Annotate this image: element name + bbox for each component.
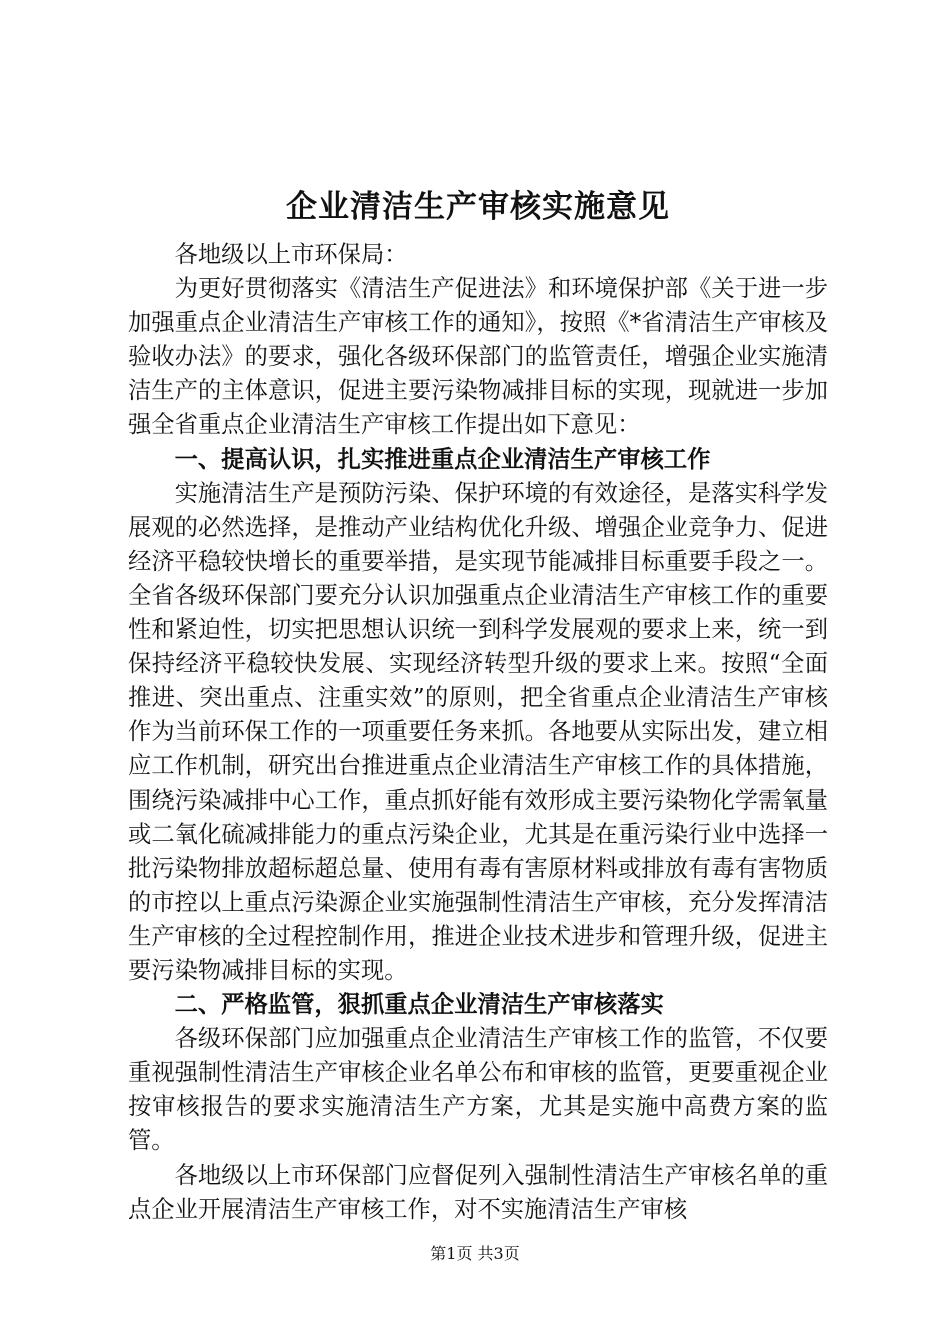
- page-footer: 第1页 共3页: [430, 1244, 520, 1263]
- section-2-paragraph-1: 各级环保部门应加强重点企业清洁生产审核工作的监管，不仅要重视强制性清洁生产审核企业名单公布和审核的监管，更要重视企业按审核报告的要求实施清洁生产方案，尤其是实施中高费方案的监管。: [128, 1025, 828, 1155]
- intro-paragraph: 为更好贯彻落实《清洁生产促进法》和环境保护部《关于进一步加强重点企业清洁生产审核工作的通知》，按照《*省清洁生产审核及验收办法》的要求，强化各级环保部门的监管责任，增强企业实施清洁生产的主体意识，促进主要污染物减排目标的实现，现就进一步加强全省重点企业清洁生产审核工作提出如下意见：: [128, 275, 828, 439]
- salutation: 各地级以上市环保局：: [174, 241, 408, 268]
- section-1-paragraph-1: 实施清洁生产是预防污染、保护环境的有效途径，是落实科学发展观的必然选择，是推动产业结构优化升级、增强企业竞争力、促进经济平稳较快增长的重要举措，是实现节能减排目标重要手段之一。全省各级环保部门要充分认识加强重点企业清洁生产审核工作的重要性和紧迫性，切实把思想认识统一到科学发展观的要求上来，统一到保持经济平稳较快发展、实现经济转型升级的要求上来。按照“全面推进、突出重点、注重实效”的原则，把全省重点企业清洁生产审核作为当前环保工作的一项重要任务来抓。各地要从实际出发，建立相应工作机制，研究出台推进重点企业清洁生产审核工作的具体措施，围绕污染减排中心工作，重点抓好能有效形成主要污染物化学需氧量或二氧化硫减排能力的重点污染企业，尤其是在重污染行业中选择一批污染物排放超标超总量、使用有毒有害原材料或排放有毒有害物质的市控以上重点污染源企业实施强制性清洁生产审核，充分发挥清洁生产审核的全过程控制作用，推进企业技术进步和管理升级，促进主要污染物减排目标的实现。: [128, 479, 828, 984]
- document-title: 企业清洁生产审核实施意见: [286, 189, 670, 225]
- section-2-paragraph-2: 各地级以上市环保部门应督促列入强制性清洁生产审核名单的重点企业开展清洁生产审核工作，对不实施清洁生产审核: [128, 1161, 828, 1223]
- section-heading-1: 一、提高认识，扎实推进重点企业清洁生产审核工作: [174, 445, 711, 473]
- section-heading-2: 二、严格监管，狠抓重点企业清洁生产审核落实: [174, 991, 664, 1019]
- document-body: [128, 176, 828, 1227]
